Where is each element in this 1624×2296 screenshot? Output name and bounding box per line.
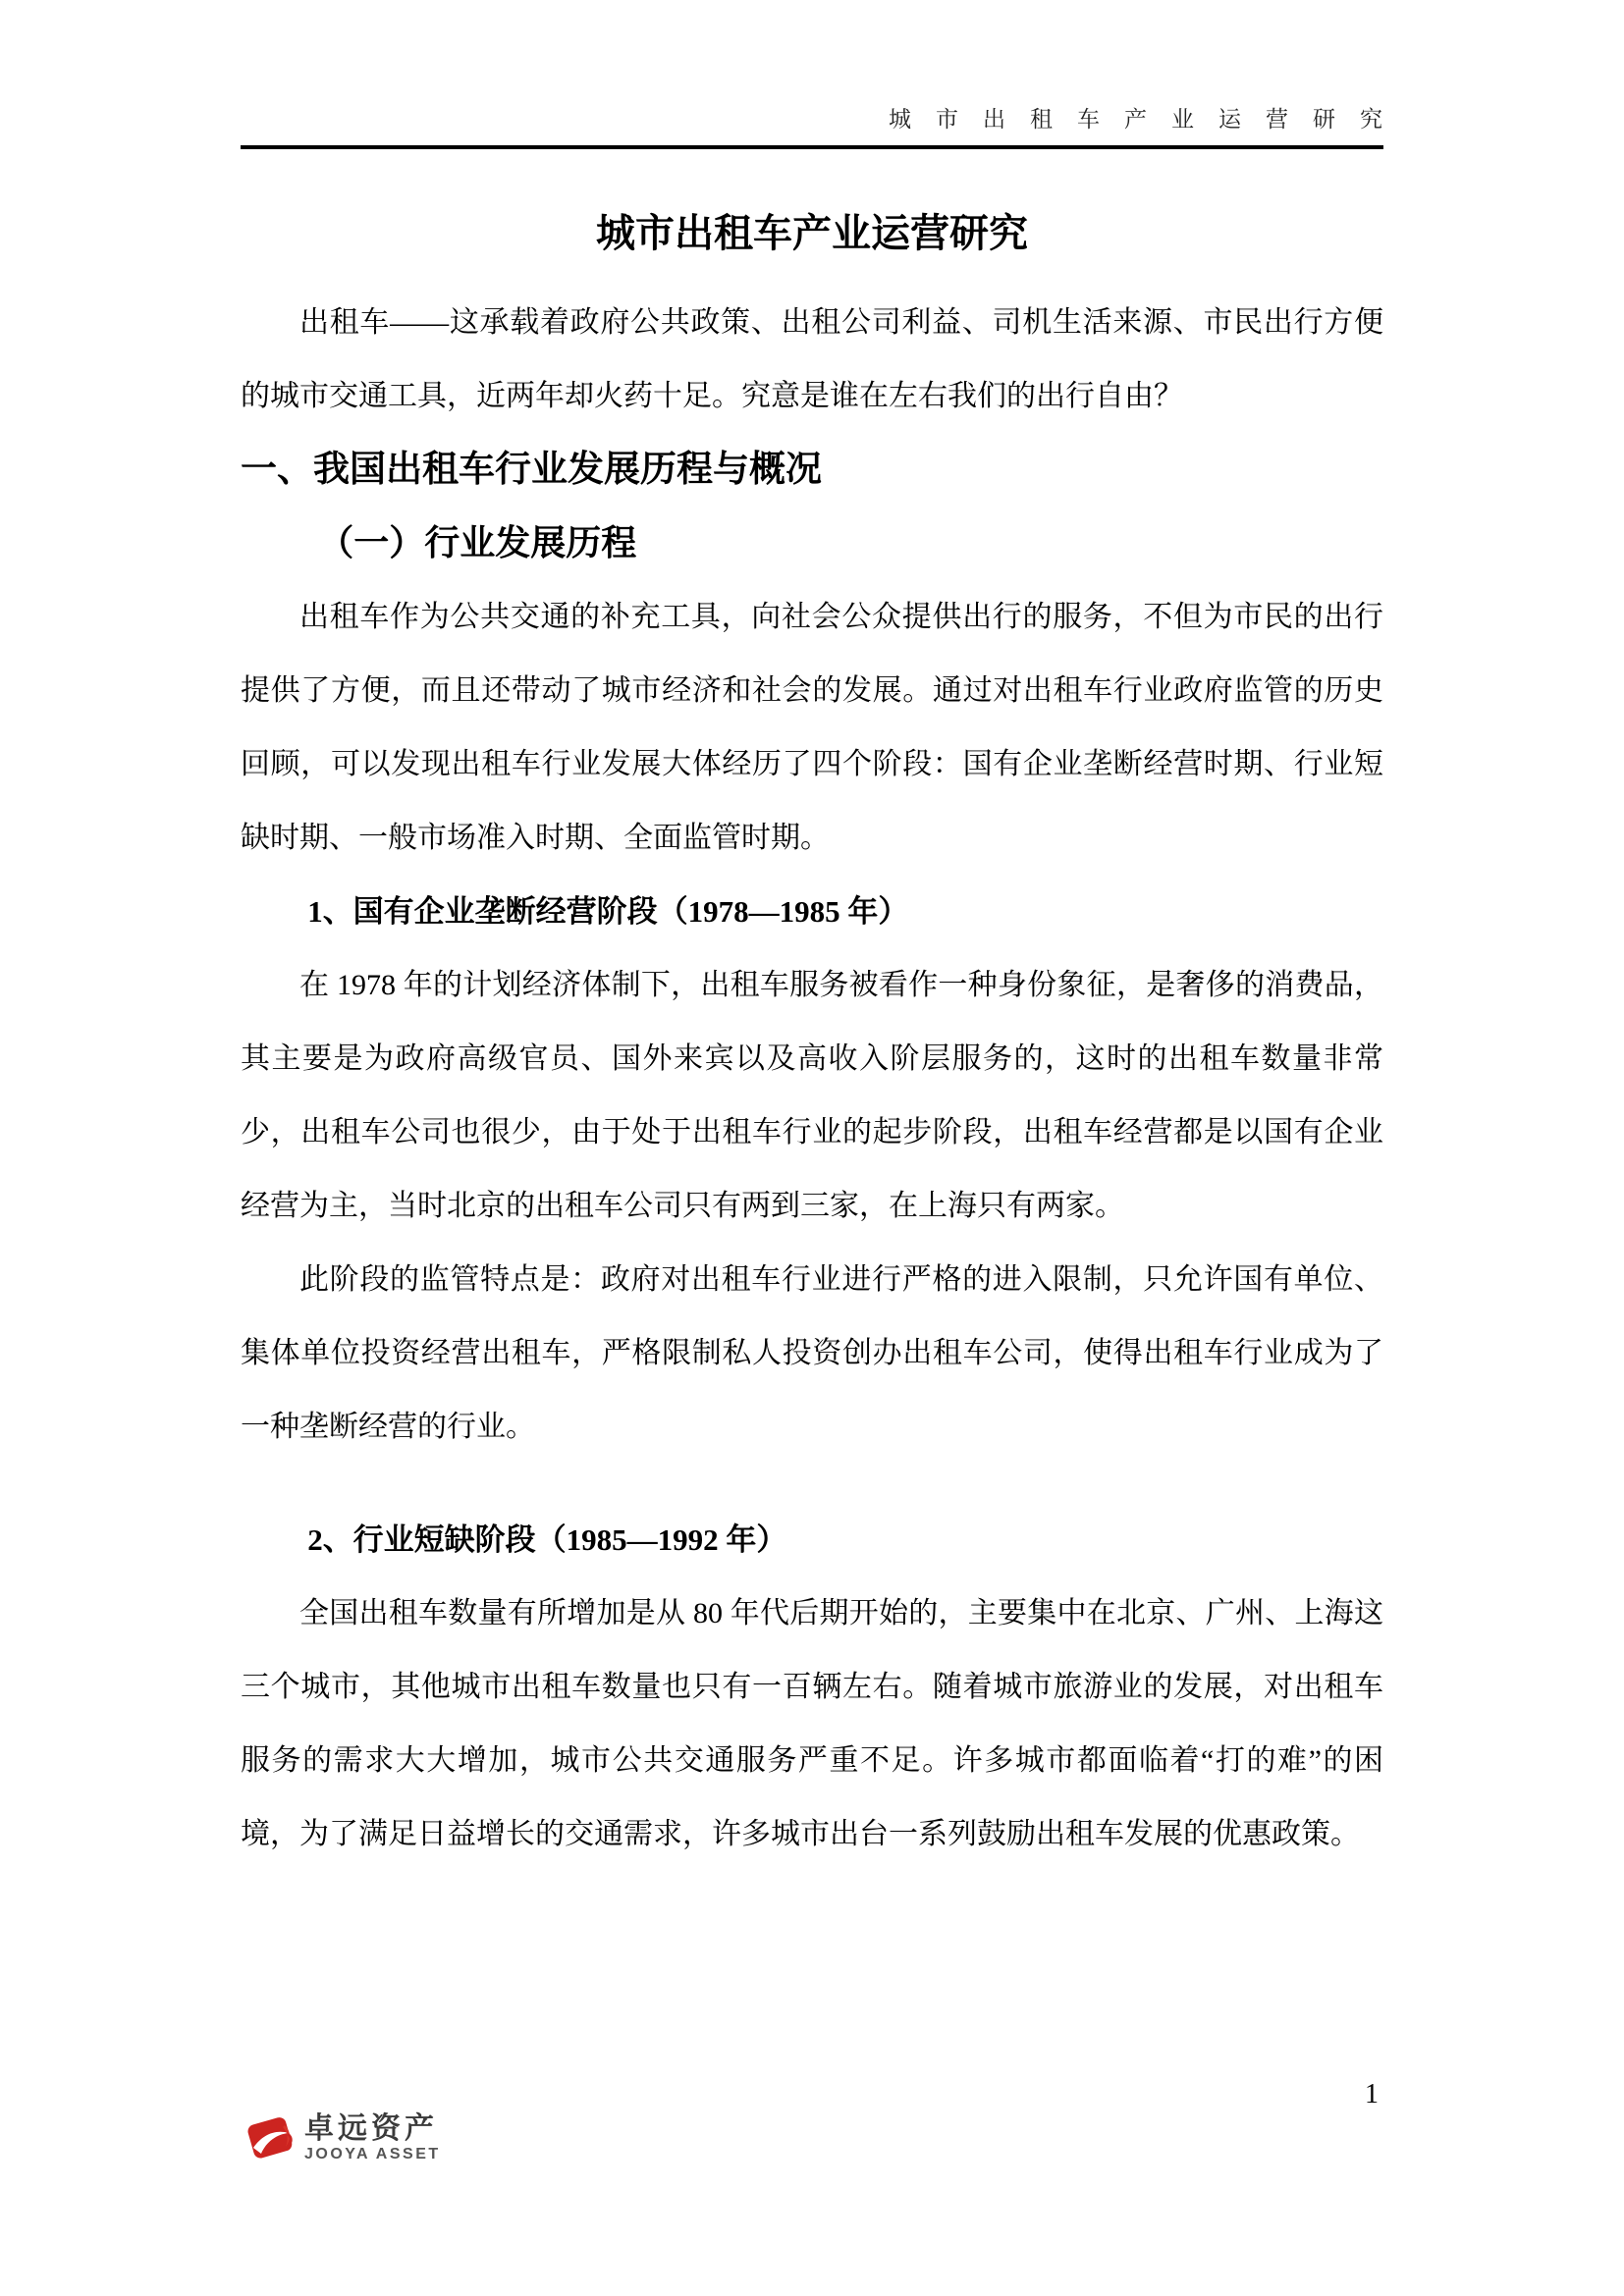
section-heading-1-1: （一）行业发展历程: [318, 523, 637, 562]
paragraph-stage-2: 全国出租车数量有所增加是从 80 年代后期开始的，主要集中在北京、广州、上海这三个城市，其他城市出租车数量也只有一百辆左右。随着城市旅游业的发展，对出租车服务的需求大大增加，城市公共交通服务严重不足。许多城市都面临着“打的难”的困境，为了满足日益增长的交通需求，许多城市出台一系列鼓励出租车发展的优惠政策。: [241, 1597, 1383, 1850]
footer-logo: [245, 2109, 441, 2168]
paragraph-stage-1-regulation: 此阶段的监管特点是：政府对出租车行业进行严格的进入限制，只允许国有单位、集体单位投资经营出租车，严格限制私人投资创办出租车公司，使得出租车行业成为了一种垄断经营的行业。: [241, 1263, 1383, 1443]
footer-logo-en-label: JOOYA ASSET: [304, 2145, 441, 2163]
section-heading-1: 一、我国出租车行业发展历程与概况: [241, 450, 822, 490]
stage-1-heading: 1、国有企业垄断经营阶段（1978—1985 年）: [307, 894, 909, 929]
header-divider: [241, 145, 1383, 149]
stage-2-heading: 2、行业短缺阶段（1985—1992 年）: [307, 1522, 787, 1557]
intro-paragraph: 出租车——这承载着政府公共政策、出租公司利益、司机生活来源、市民出行方便的城市交通工具，近两年却火药十足。究意是谁在左右我们的出行自由？: [241, 306, 1383, 412]
page-number: 1: [1365, 2079, 1379, 2109]
footer-logo-cn-label: 卓远资产: [304, 2111, 438, 2145]
paragraph-stage-1: 在 1978 年的计划经济体制下，出租车服务被看作一种身份象征，是奢侈的消费品，其主要是为政府高级官员、国外来宾以及高收入阶层服务的，这时的出租车数量非常少，出租车公司也很少，由于处于出租车行业的起步阶段，出租车经营都是以国有企业经营为主，当时北京的出租车公司只有两到三家，在上海只有两家。: [241, 969, 1383, 1222]
running-header-title: 城市出租车产业运营研究: [889, 107, 1407, 132]
page-title: 城市出租车产业运营研究: [596, 211, 1028, 255]
footer-logo-text: [304, 2113, 441, 2164]
paragraph-history-overview: 出租车作为公共交通的补充工具，向社会公众提供出行的服务，不但为市民的出行提供了方便，而且还带动了城市经济和社会的发展。通过对出租车行业政府监管的历史回顾，可以发现出租车行业发展大体经历了四个阶段：国有企业垄断经营时期、行业短缺时期、一般市场准入时期、全面监管时期。: [241, 601, 1383, 854]
document-content: [241, 191, 1383, 1871]
jooya-logo-icon: [245, 2109, 297, 2168]
